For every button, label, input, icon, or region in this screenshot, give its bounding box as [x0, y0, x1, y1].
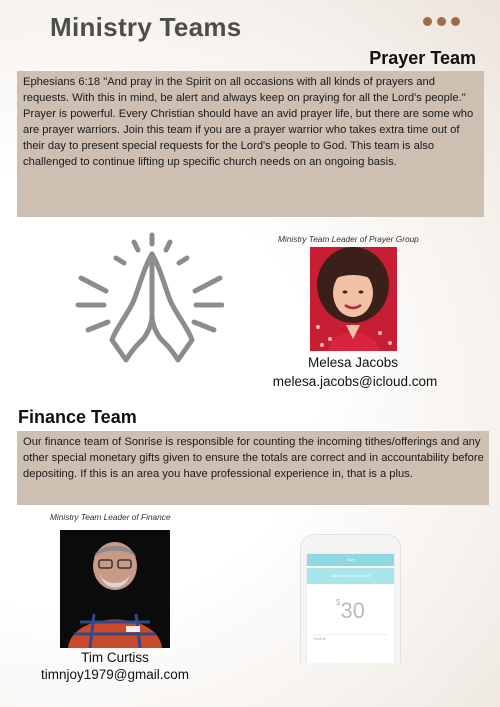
phone-app-bar: Give [307, 554, 394, 566]
dot-icon [437, 17, 446, 26]
currency-symbol: $ [336, 598, 341, 607]
decorative-dots [423, 17, 460, 26]
phone-banner: Sonrise Christian Church [307, 568, 394, 584]
phone-screen [306, 553, 395, 663]
prayer-team-title: Prayer Team [369, 48, 476, 68]
dot-icon [423, 17, 432, 26]
finance-body: Our finance team of Sonrise is responsible for counting the incoming tithes/offerings and any other special monetary gifts given to ensure the totals are correct and in accountability before depositing. If this is an area you have professional experience in, that is a plus. [23, 436, 484, 480]
page-title: Ministry Teams [50, 12, 242, 42]
finance-team-description [17, 431, 489, 505]
prayer-leader-name: Melesa Jacobs [307, 355, 399, 370]
phone-mockup [300, 534, 401, 663]
prayer-team-description [17, 71, 484, 217]
finance-leader-email[interactable]: timnjoy1979@gmail.com [40, 667, 189, 682]
prayer-leader-caption: Ministry Team Leader of Prayer Group [278, 234, 419, 244]
praying-hands-icon [74, 228, 224, 378]
prayer-body: Prayer is powerful. Every Christian should have an avid prayer life, but there are some who are prayer warriors. Join this team if you are a prayer warrior who takes extra time out of their day to present special requests for the Lord's people to God. This team is also challenged to continue lifting up specific church needs on an ongoing basis. [23, 108, 474, 168]
phone-amount [307, 598, 394, 624]
amount-value: 30 [340, 598, 365, 623]
finance-leader-name: Tim Curtiss [81, 650, 149, 665]
phone-fund-select: General [313, 637, 326, 641]
prayer-leader-email[interactable]: melesa.jacobs@icloud.com [272, 374, 438, 389]
prayer-verse: Ephesians 6:18 "And pray in the Spirit on all occasions with all kinds of prayers and requests. With this in mind, be alert and always keep on praying for all the Lord's people." [23, 76, 466, 104]
finance-team-title: Finance Team [18, 407, 137, 427]
prayer-leader-photo [310, 247, 397, 351]
dot-icon [451, 17, 460, 26]
finance-leader-photo [60, 530, 170, 648]
finance-leader-caption: Ministry Team Leader of Finance [50, 512, 171, 522]
